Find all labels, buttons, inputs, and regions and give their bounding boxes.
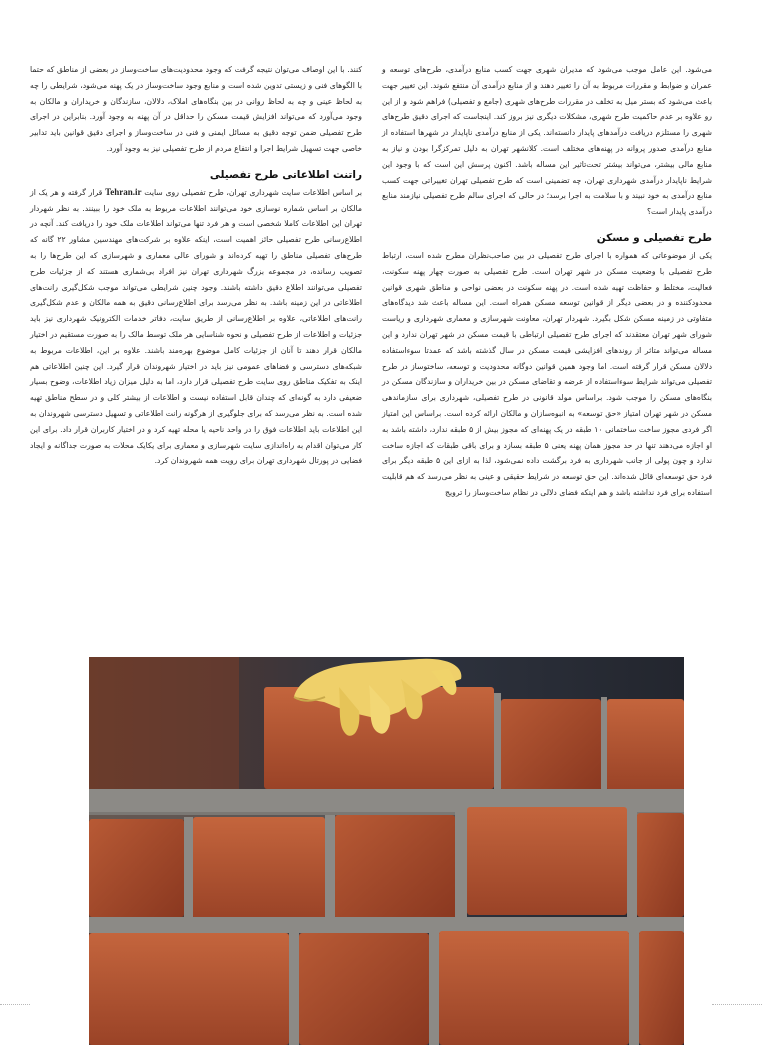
right-margin-dotted-line [712,1004,762,1005]
brick-wall-illustration [89,657,684,1045]
middle-brick-row [89,807,684,919]
bottom-brick-row [89,931,684,1045]
right-body-paragraph: یکی از موضوعاتی که همواره با اجرای طرح تفصیلی در بین صاحب‌نظران مطرح شده است، ارتباط طرح تفصیلی با وضعیت مسکن در شهر تهران است. طرح تفصیلی به صورت چهار پهنه سکونت، فعالیت، مختلط و حفاظت تهیه شده است. در پهنه سکونت در بعضی نواحی و مناطق شهری قوانین محدودکننده و در بعضی دیگر از قوانین توسعه مسکن همراه است. این مساله باعث شد دیدگاه‌های متفاوتی در زمینه مسکن شکل بگیرد. شهردار تهران، معاونت شهرسازی و معماری شهرداری و ریاست شورای شهر تهران معتقدند که اجرای طرح تفصیلی ارتباطی با قیمت مسکن در شهر تهران ندارد و این مساله می‌تواند متاثر از روندهای افزایشی قیمت مسکن در سال گذشته باشد که عمدتا سوءاستفاده دلالان مسکن قرار گرفته است. اما وجود همین قوانین دوگانه محدودیت و توسعه، ساختوساز در طرح تفصیلی می‌تواند شرایط سوءاستفاده از عرضه و تقاضای مسکن در بین خریداران و سازندگان مسکن در بنگاه‌های مسکن را موجب شود. براساس مولد قانونی در طرح تفصیلی، شهرداری برای سازماندهی مسکن در شهر تهران امتیاز «حق توسعه» به انبوه‌سازان و مالکان ارائه کرده است. براساس این امتیاز اگر فردی مجوز ساخت ساختمانی ۱۰ طبقه در یک پهنه‌ای که مجوز بیش از ۵ طبقه ندارد، داشته باشد به او اجازه می‌دهند تنها در حد مجوز همان پهنه یعنی ۵ طبقه بسازد و برای باقی طبقات که اجازه ساخت ندارد و چون پولی از جانب شهرداری به فرد برگشت داده نمی‌شود، لذا به ازای این ۵ طبقه دیگر برای فرد حق توسعه‌ای قائل شده‌اند. این حق توسعه در شرایط حقیقی و عینی به نظر می‌رسد که هم قابلیت استفاده برای فرد نداشته باشد و هم اینکه فضای دلالی در نظام ساخت‌وساز را ترویج [382,250,712,497]
left-intro-paragraph: کنند. با این اوصاف می‌توان نتیجه گرفت که وجود محدودیت‌های ساخت‌وساز در بعضی از مناطق که حتما با الگوهای فنی و زیستی تدوین شده است و منابع وجود ساخت‌وساز در یک پهنه می‌شود، شرایطی را چه به لحاظ عینی و چه به لحاظ روانی در بین بنگاه‌های املاک، دلالان، سازندگان و خریداران و مالکان به وجود می‌آورد که می‌تواند افزایش قیمت مسکن را حداقل در آن پهنه به وجود آورد. بنابراین در اجرای طرح تفصیلی ضمن توجه دقیق به مسائل ایمنی و فنی در ساخت‌وساز و اجرای دقیق قوانین باید تدابیر خاصی جهت تسهیل شرایط اجرا و انتفاع مردم از طرح تفصیلی نیز به وجود آورد. [30,65,362,153]
section-heading-housing: طرح تفصیلی و مسکن [596,231,712,244]
mortar-joint-lower [89,917,684,933]
left-body-part2: قرار گرفته و هر یک از مالکان بر اساس شماره نوسازی خود می‌توانند اطلاعات مربوط به ملک خود را ببینند. به نظر شهردار تهران این اطلاعات کاملا شخصی است و هر فرد تنها می‌تواند اطلاعات ملک خود را دریافت کند. آنچه در اطلاع‌رسانی طرح تفصیلی حائز اهمیت است، اینکه علاوه بر شرکت‌های مهندسین مشاور ۲۲ گانه که طرح‌های تفصیلی مناطق را تهیه کرده‌اند و شورای عالی معماری و شهرسازی که این طرح‌ها را به تصویب رسانده، در مجموعه بزرگ شهرداری تهران نیز افراد بی‌شماری هستند که از جزئیات طرح تفصیلی می‌توانند اطلاع دقیق داشته باشند. وجود چنین شرایطی می‌تواند موجب شکل‌گیری رانت‌های اطلاعاتی در این زمینه باشد. به نظر می‌رسد برای اطلاع‌رسانی دقیق به همه مالکان و عدم شکل‌گیری رانت‌های اطلاعاتی، علاوه بر اطلاع‌رسانی از طریق سایت، دفاتر خدمات الکترونیک شهرداری نیز باید جزئیات و اطلاعات از طرح تفصیلی و نحوه شناسایی هر ملک توسط مالک را به صورت مستقیم در اختیار مالکان قرار دهند تا آنان از جزئیات کامل موضوع بهره‌مند باشند. علاوه بر این، اطلاعات مربوط به شبکه‌های دسترسی و فضاهای عمومی نیز باید در اختیار شهروندان قرار گیرد. این چنین اطلاعاتی هم اینک به تفکیک مناطق روی سایت طرح تفصیلی قرار دارد، اما به دلیل میزان زیاد اطلاعات، وضوح بسیار ضعیفی دارد به گونه‌ای که چندان قابل استفاده نیست و اطلاعات از بیشتر کلی و در سطح مناطق تهیه شده است. به نظر می‌رسد که برای جلوگیری از هرگونه رانت اطلاعاتی و تسهیل دسترسی شهروندان به این اطلاعات باید اطلاعات فوق را در واحد ناحیه یا محله تهیه کرد و در اختیار کاربران قرار داد. برای این کار می‌توان اقدام به راه‌اندازی سایت شهرسازی و معماری برای یکایک محلات به صورت جداگانه و ایجاد فضایی در پورتال شهرداری تهران برای رویت همه شهروندان کرد. [30,187,362,466]
left-body-part1: بر اساس اطلاعات سایت شهرداری تهران، طرح تفصیلی روی سایت [141,187,362,197]
brick-wall-photo [89,657,684,1045]
left-body-paragraph [30,185,362,469]
section-heading-information-rent: راتنت اطلاعاتی طرح تفصیلی [209,168,362,181]
right-intro-paragraph: می‌شود. این عامل موجب می‌شود که مدیران شهری جهت کسب منابع درآمدی، طرح‌های توسعه و عمران و ضوابط و مقررات مربوط به آن را تغییر دهند و از منابع درآمدی آن منتفع شوند. این تغییر جهت باعث می‌شود که بستر میل به تخلف در مقررات طرح‌های شهری (جامع و تفصیلی) فراهم شود و از این رو علاوه بر عدم حاکمیت طرح شهری، مشکلات دیگری نیز بروز کند. اینجاست که اجرای دقیق طرح‌های شهری را مستلزم دریافت درآمدهای پایدار دانسته‌اند. یکی از منابع درآمدی ناپایدار در شهرها استفاده از منابع درآمدی صدور پروانه در پهنه‌های مختلف است. کلانشهر تهران به دلیل تمرکزگرا بودن و نیاز به منابع مالی بیشتر، می‌تواند بیشتر تحت‌تاثیر این مساله باشد. اکنون پرسش این است که با وجود این شرایط ناپایدار درآمدی شهرداری تهران، چه تضمینی است که طرح تفصیلی تهران تغییراتی جهت کسب منابع درآمدی به خود نبیند و با سلامت به اجرا برسد؛ در حالی که اجرای سالم طرح تفصیلی نیازمند منابع درآمدی پایدار است؟ [382,65,712,217]
right-text-column [382,62,712,501]
left-text-column [30,62,362,469]
website-name: Tehran.ir [105,186,142,197]
left-margin-dotted-line [0,1004,30,1005]
